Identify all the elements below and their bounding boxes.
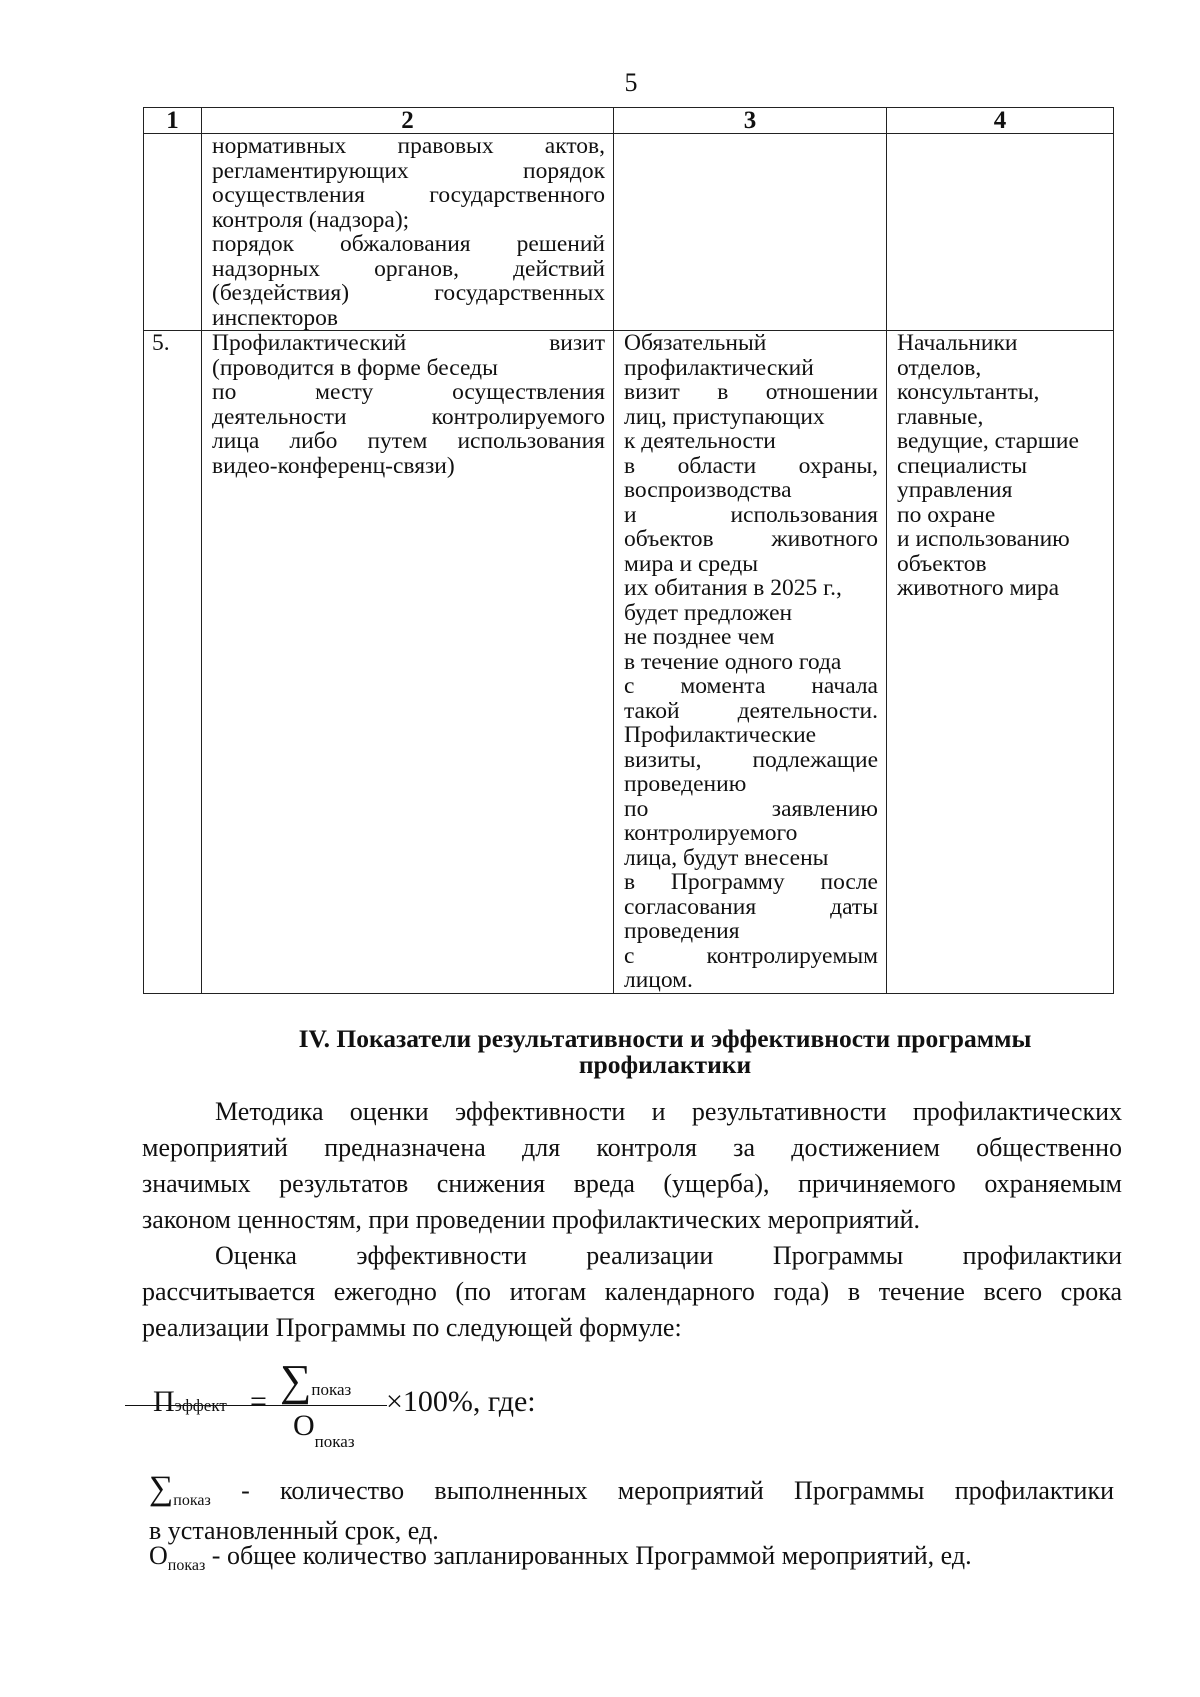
text-line: объектов	[897, 550, 987, 577]
definition-sum	[149, 1470, 1114, 1546]
table-cell-number	[144, 331, 202, 994]
table-row	[144, 134, 1114, 331]
text-line: порядок обжалования решений	[212, 231, 605, 257]
paragraph-methodology	[142, 1094, 1122, 1238]
text-line: осуществления государственного	[212, 182, 605, 208]
text-line: специалисты	[897, 452, 1028, 479]
text-line: деятельности контролируемого	[212, 403, 605, 430]
text-line: Оценка эффективности реализации Программы профилактики	[215, 1241, 1122, 1270]
table-header-row	[144, 108, 1114, 134]
text-line: консультанты,	[897, 379, 1040, 405]
text-line: не позднее чем	[624, 624, 775, 650]
planned-symbol: $О_{показ}$	[149, 1541, 206, 1574]
definition-line: в установленный срок, ед.	[149, 1516, 439, 1545]
section-heading-line: профилактики	[578, 1050, 752, 1079]
text-line: значимых результатов снижения вреда (ущерба), причиняемого охраняемым	[142, 1169, 1122, 1198]
text-line: мероприятий предназначена для контроля за достижением общественно	[142, 1133, 1122, 1162]
text-line: отделов,	[897, 354, 982, 381]
text-line: проведения	[624, 918, 740, 944]
text-line: управления	[897, 477, 1013, 503]
text-line: по месту осуществления	[212, 379, 605, 405]
definition-planned: $О_{показ}$ - общее количество запланированных Программой мероприятий, ед.	[149, 1541, 972, 1574]
table-cell-responsible	[887, 331, 1114, 994]
formula-denominator: $О_{показ}$	[293, 1409, 355, 1451]
text-line: Профилактический визит	[212, 330, 605, 356]
text-line: видео-конференц-связи)	[212, 452, 455, 479]
cell-text	[202, 134, 613, 330]
text-line: проведению	[624, 771, 747, 797]
formula-tail: ×100%, где:	[386, 1385, 536, 1418]
formula-equals: =	[250, 1385, 267, 1418]
table-header-cell: 2	[202, 108, 614, 134]
table-row	[144, 331, 1114, 994]
text-line: лиц, приступающих	[624, 403, 825, 430]
text-line: мира и среды	[624, 550, 759, 577]
cell-text	[614, 331, 886, 993]
text-line: контроля (надзора);	[212, 206, 410, 233]
section-heading-line: IV. Показатели результативности и эффективности программы	[298, 1024, 1032, 1053]
measures-table	[143, 107, 1114, 994]
formula-numerator: ∑показ	[280, 1356, 352, 1405]
formula-lhs: Пэффект	[153, 1385, 227, 1418]
text-line: по охране	[897, 501, 996, 528]
sum-symbol: $\sum_{показ}$	[149, 1470, 211, 1509]
text-line: законом ценностям, при проведении профилактических мероприятий.	[142, 1205, 921, 1234]
text-line: лица, будут внесены	[624, 844, 829, 871]
fraction-bar	[125, 1405, 387, 1406]
text-line: к деятельности	[624, 428, 776, 454]
text-line: (проводится в форме беседы	[212, 354, 498, 381]
text-line: объектов животного	[624, 526, 878, 552]
text-line: Обязательный	[624, 330, 767, 356]
page-number: 5	[624, 68, 638, 97]
section-heading	[0, 1026, 1200, 1078]
text-line: их обитания в 2025 г.,	[624, 575, 842, 601]
text-line: надзорных органов, действий	[212, 255, 605, 282]
text-line: и использования	[624, 501, 878, 528]
definition-line: $\sum_{показ}$ - количество выполненных мероприятий Программы профилактики	[149, 1470, 1114, 1509]
text-line: Профилактические	[624, 722, 817, 748]
table-cell-timing	[614, 134, 887, 331]
text-line: с контролируемым	[624, 942, 878, 969]
text-line: в течение одного года	[624, 648, 842, 675]
paragraph-assessment	[142, 1238, 1122, 1346]
row-number: 5.	[152, 330, 170, 356]
table-cell-timing	[614, 331, 887, 994]
text-line: лицом.	[624, 967, 693, 993]
text-line: рассчитывается ежегодно (по итогам календарного года) в течение всего срока	[142, 1277, 1122, 1306]
text-line: по заявлению	[624, 795, 878, 822]
cell-text	[202, 331, 613, 478]
text-line: нормативных правовых актов,	[212, 133, 605, 159]
text-line: согласования даты	[624, 893, 878, 920]
table-header-cell: 4	[887, 108, 1114, 134]
text-line: ведущие, старшие	[897, 428, 1079, 454]
text-line: в области охраны,	[624, 452, 878, 479]
table-cell-measure	[202, 331, 614, 994]
text-line: (бездействия) государственных	[212, 280, 605, 306]
table-header-cell: 1	[144, 108, 202, 134]
text-line: будет предложен	[624, 599, 793, 626]
text-line: визит в отношении	[624, 379, 878, 405]
text-line: визиты, подлежащие	[624, 746, 878, 773]
text-line: Методика оценки эффективности и результативности профилактических	[215, 1097, 1122, 1126]
text-line: контролируемого	[624, 820, 798, 846]
efficiency-formula	[153, 1356, 653, 1453]
text-line: животного мира	[897, 575, 1060, 601]
text-line: инспекторов	[212, 304, 339, 331]
text-line: главные,	[897, 403, 984, 430]
table-cell-responsible	[887, 134, 1114, 331]
table-cell-number	[144, 134, 202, 331]
text-line: и использованию	[897, 526, 1070, 552]
text-line: в Программу после	[624, 869, 878, 895]
text-line: такой деятельности.	[624, 697, 878, 724]
text-line: реализации Программы по следующей формуле:	[142, 1313, 682, 1342]
table-cell-measure	[202, 134, 614, 331]
text-line: с момента начала	[624, 673, 878, 699]
cell-text	[887, 331, 1113, 601]
text-line: регламентирующих порядок	[212, 157, 605, 184]
text-line: профилактический	[624, 354, 814, 381]
text-line: Начальники	[897, 330, 1018, 356]
text-line: лица либо путем использования	[212, 428, 605, 454]
table-header-cell: 3	[614, 108, 887, 134]
text-line: воспроизводства	[624, 477, 792, 503]
